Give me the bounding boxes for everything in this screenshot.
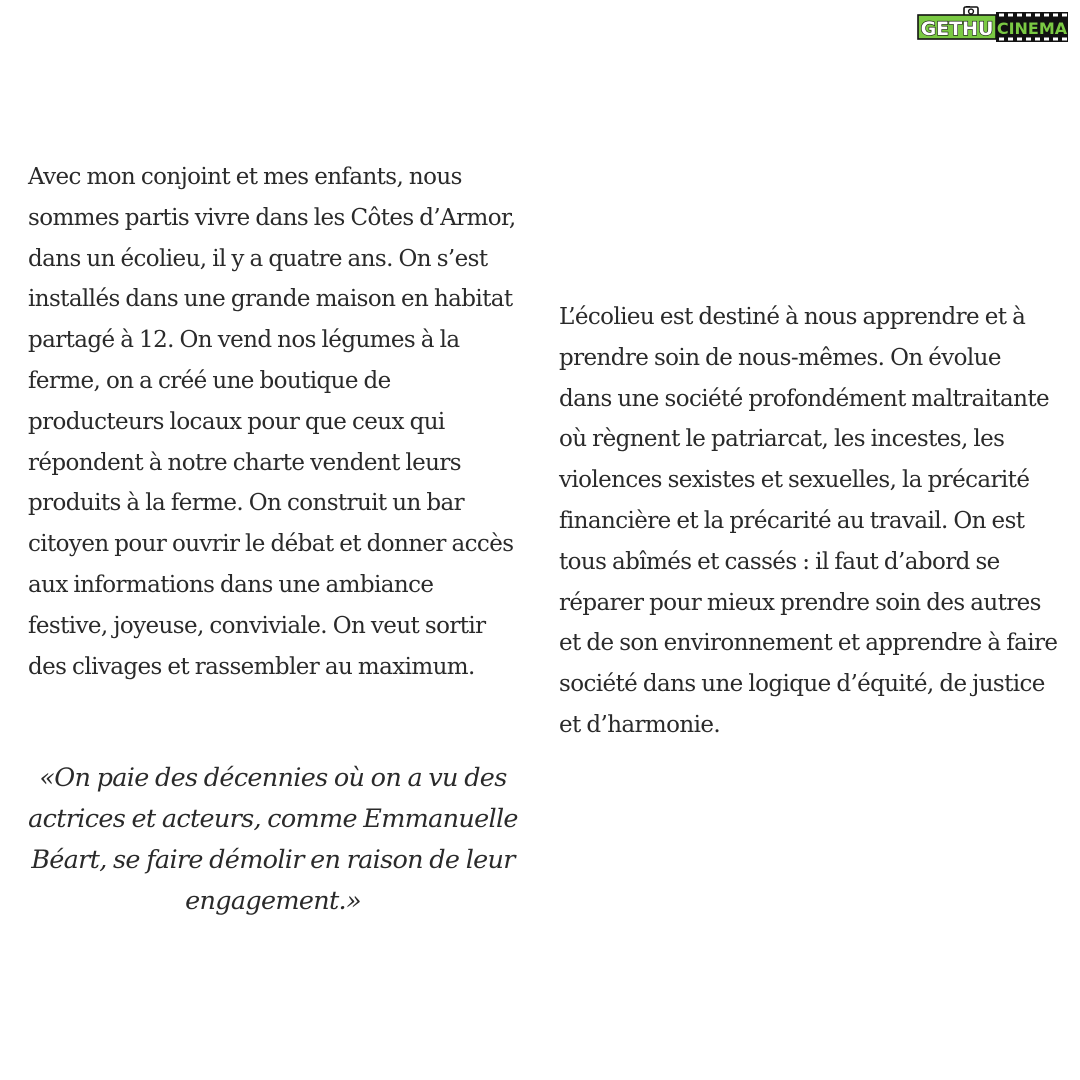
logo-text-gethu: GETHU bbox=[920, 18, 994, 40]
gethu-cinema-logo bbox=[914, 6, 1074, 46]
pull-quote: «On paie des décennies où on a vu des actrices et acteurs, comme Emmanuelle Béart, se faire démolir en raison de leur engagement.» bbox=[28, 763, 518, 916]
article-paragraph-right: L’écolieu est destiné à nous apprendre et à prendre soin de nous-mêmes. On évolue dans une société profondément maltraitante où règnent le patriarcat, les incestes, les violences sexistes et sexuelles, la précarité financière et la précarité au travail. On est tous abîmés et cassés : il faut d’abord se réparer pour mieux prendre soin des autres et de son environnement et apprendre à faire société dans une logique d’équité, de justice et d’harmonie. bbox=[559, 304, 1058, 738]
logo-text-cinema: CINEMA bbox=[996, 19, 1068, 38]
article-paragraph-left: Avec mon conjoint et mes enfants, nous sommes partis vivre dans les Côtes d’Armor, dans un écolieu, il y a quatre ans. On s’est installés dans une grande maison en habitat partagé à 12. On vend nos légumes à la ferme, on a créé une boutique de producteurs locaux pour que ceux qui répondent à notre charte vendent leurs produits à la ferme. On construit un bar citoyen pour ouvrir le débat et donner accès aux informations dans une ambiance festive, joyeuse, conviviale. On veut sortir des clivages et rassembler au maximum. bbox=[28, 164, 516, 680]
gethu-cinema-logo-graphic bbox=[914, 6, 1074, 46]
